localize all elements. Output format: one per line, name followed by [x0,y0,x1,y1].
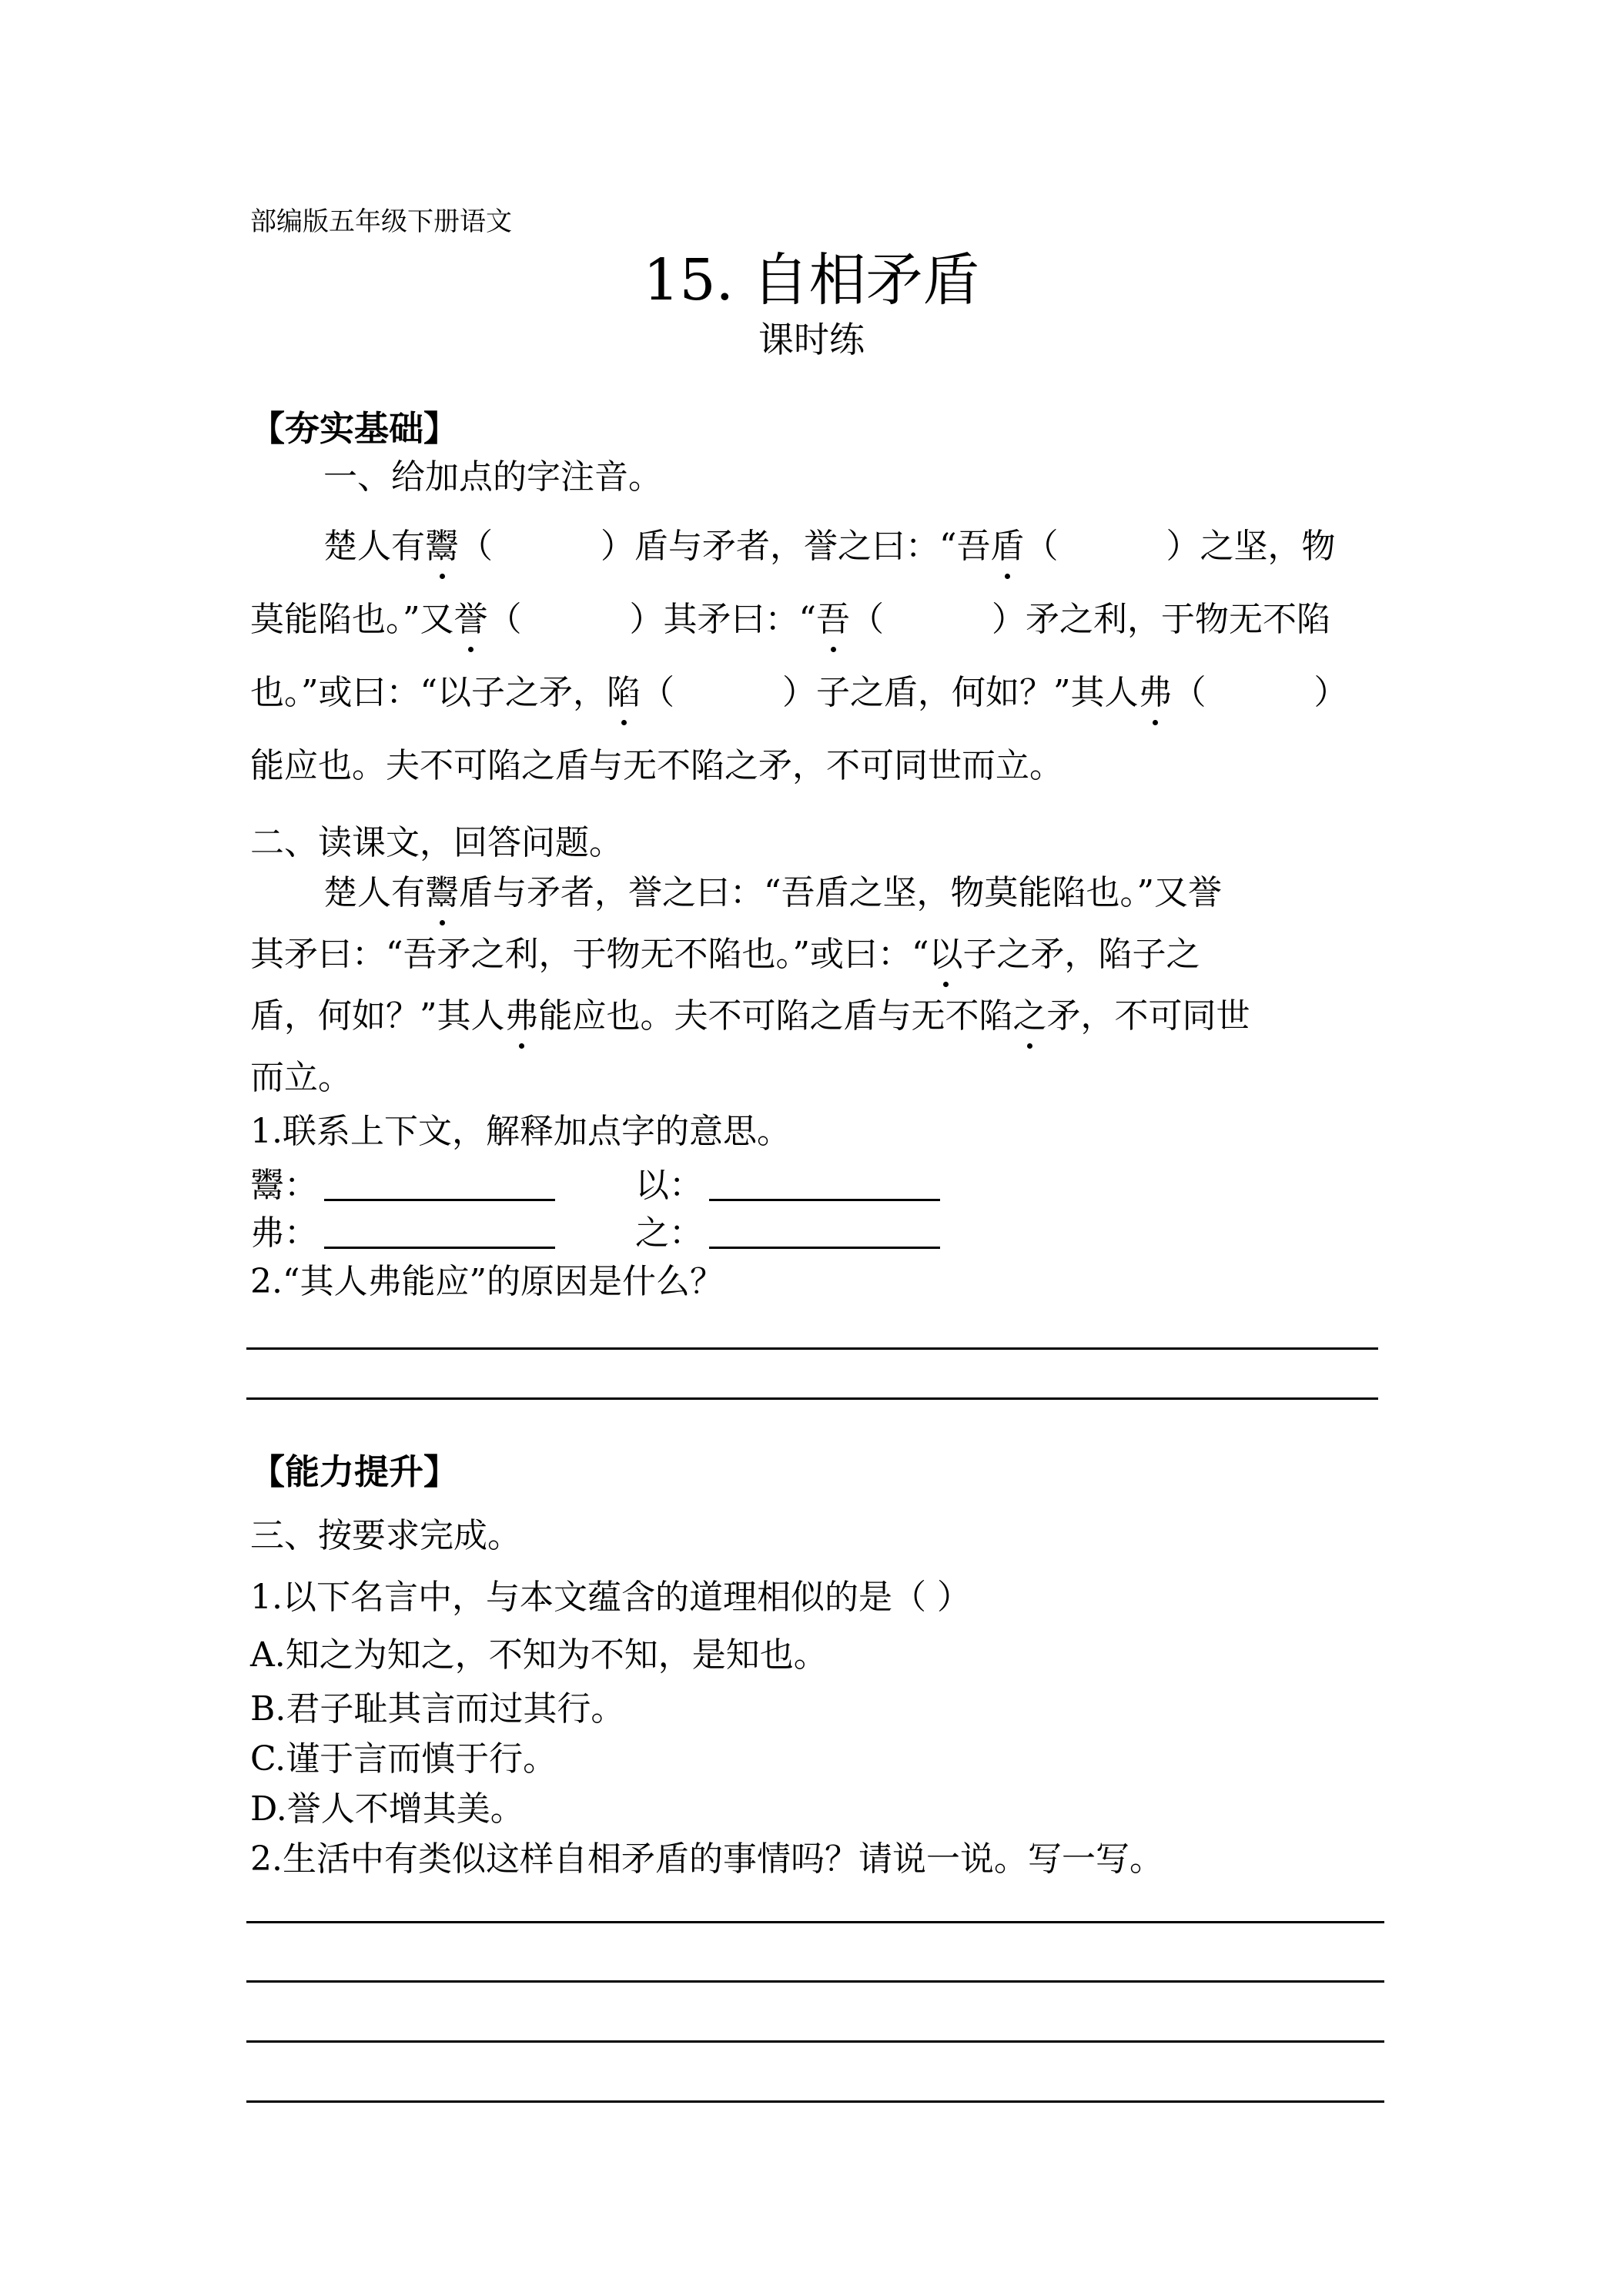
answer-blank[interactable] [709,1216,940,1249]
page-title: 15. 自相矛盾 [643,247,980,313]
option-a[interactable]: A.知之为知之，不知为不知，是知也。 [250,1635,828,1675]
q1-line-1: 楚人有鬻（ ）盾与矛者，誉之曰：“吾盾（ ）之坚，物 [323,524,1336,570]
word-meaning-row-2b: 之： [635,1210,940,1257]
textbook-header: 部编版五年级下册语文 [250,206,512,237]
section-heading-improvement: 【能力提升】 [250,1451,459,1492]
option-b[interactable]: B.君子耻其言而过其行。 [250,1689,625,1729]
section-heading-basics: 【夯实基础】 [250,408,459,449]
q3-sub-question-2: 2.生活中有类似这样自相矛盾的事情吗？请说一说。写一写。 [250,1839,1163,1879]
dotted-char: 鬻 [425,870,459,916]
answer-blank[interactable] [324,1216,555,1249]
option-d[interactable]: D.誉人不增其美。 [250,1789,524,1829]
dotted-char: 盾 [991,524,1025,570]
dotted-char: 弗 [505,993,539,1039]
passage-line-4: 而立。 [250,1058,352,1097]
answer-line[interactable] [246,2100,1384,2103]
passage-line-2: 其矛曰：“吾矛之利，于物无不陷也。”或曰：“以子之矛，陷子之 [250,932,1200,978]
q2-sub-question-2: 2.“其人弗能应”的原因是什么？ [250,1262,724,1301]
dotted-char: 誉 [454,597,488,643]
q1-line-4: 能应也。夫不可陷之盾与无不陷之矛，不可同世而立。 [250,746,1063,785]
word-meaning-row-1b: 以： [635,1163,940,1209]
answer-blank[interactable] [709,1168,940,1201]
question-1-heading: 一、给加点的字注音。 [323,457,662,497]
question-2-heading: 二、读课文，回答问题。 [250,823,623,862]
answer-line[interactable] [246,1397,1378,1400]
question-3-heading: 三、按要求完成。 [250,1516,521,1555]
passage-line-3: 盾，何如？”其人弗能应也。夫不可陷之盾与无不陷之矛，不可同世 [250,993,1250,1039]
q2-sub-question-1: 1.联系上下文，解释加点字的意思。 [250,1112,791,1151]
dotted-char: 之 [1013,993,1047,1039]
dotted-char: 鬻 [425,524,459,570]
page-subtitle: 课时练 [758,319,865,360]
q1-line-3: 也。”或曰：“以子之矛，陷（ ）子之盾，何如？”其人弗（ ） [250,670,1348,716]
dotted-char: 弗 [1139,670,1173,716]
word-meaning-row-1: 鬻： [250,1163,555,1209]
q1-line-2: 莫能陷也。”又誉（ ）其矛曰：“吾（ ）矛之利，于物无不陷 [250,597,1330,643]
dotted-char: 陷 [607,670,641,716]
word-meaning-row-2: 弗： [250,1210,555,1257]
q3-sub-question-1: 1.以下名言中，与本文蕴含的道理相似的是（ ） [250,1578,971,1617]
answer-line[interactable] [246,1980,1384,1983]
answer-line[interactable] [246,1347,1378,1350]
answer-line[interactable] [246,2040,1384,2043]
dotted-char: 以 [929,932,962,978]
passage-line-1: 楚人有鬻盾与矛者，誉之曰：“吾盾之坚，物莫能陷也。”又誉 [323,870,1222,916]
answer-blank[interactable] [324,1168,555,1201]
option-c[interactable]: C.谨于言而慎于行。 [250,1739,557,1779]
dotted-char: 吾 [816,597,850,643]
answer-line[interactable] [246,1921,1384,1923]
